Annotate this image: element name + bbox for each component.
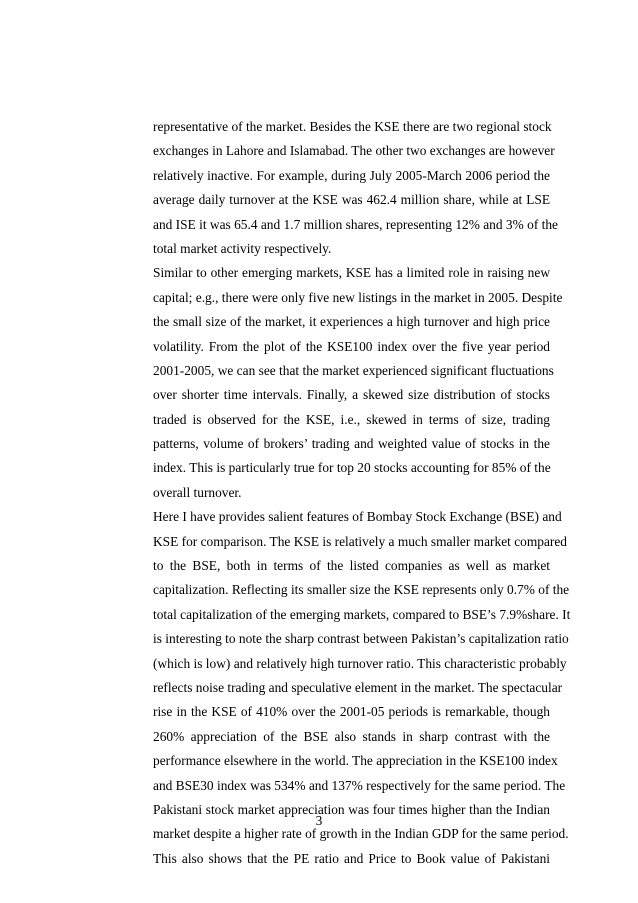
text-line: 2001-2005, we can see that the market experienced significant fluctuations	[153, 362, 554, 378]
text-line: This also shows that the PE ratio and Price to Book value of Pakistani	[153, 850, 550, 866]
text-line: exchanges in Lahore and Islamabad. The other two exchanges are however	[153, 143, 555, 159]
text-line: relatively inactive. For example, during July 2005-March 2006 period the	[153, 167, 550, 183]
text-line: Similar to other emerging markets, KSE has a limited role in raising new	[153, 265, 550, 281]
text-line: capital; e.g., there were only five new listings in the market in 2005. Despite	[153, 289, 563, 305]
text-line: reflects noise trading and speculative element in the market. The spectacular	[153, 679, 563, 695]
text-line: volatility. From the plot of the KSE100 index over the five year period	[153, 338, 550, 354]
text-line: over shorter time intervals. Finally, a skewed size distribution of stocks	[153, 387, 550, 403]
text-line: index. This is particularly true for top 20 stocks accounting for 85% of the	[153, 460, 551, 476]
text-line: (which is low) and relatively high turnover ratio. This characteristic probably	[153, 655, 567, 671]
text-line: total market activity respectively.	[153, 240, 332, 256]
text-line: performance elsewhere in the world. The appreciation in the KSE100 index	[153, 753, 558, 769]
text-line: capitalization. Reflecting its smaller size the KSE represents only 0.7% of the	[153, 582, 570, 598]
text-line: Here I have provides salient features of Bombay Stock Exchange (BSE) and	[153, 509, 562, 525]
text-line: Pakistani stock market appreciation was four times higher than the Indian	[153, 801, 550, 817]
text-line: total capitalization of the emerging markets, compared to BSE’s 7.9%share. It	[153, 606, 571, 622]
text-line: and ISE it was 65.4 and 1.7 million shares, representing 12% and 3% of the	[153, 216, 558, 232]
page-number: 3	[315, 813, 323, 828]
text-line: patterns, volume of brokers’ trading and weighted value of stocks in the	[153, 436, 550, 452]
body-text	[153, 115, 571, 871]
text-line: market despite a higher rate of growth in the Indian GDP for the same period.	[153, 826, 569, 842]
text-line: the small size of the market, it experiences a high turnover and high price	[153, 314, 550, 330]
text-line: representative of the market. Besides the KSE there are two regional stock	[153, 119, 552, 134]
text-line: 260% appreciation of the BSE also stands in sharp contrast with the	[153, 728, 550, 744]
text-line: rise in the KSE of 410% over the 2001-05 periods is remarkable, though	[153, 704, 550, 720]
text-line: KSE for comparison. The KSE is relatively a much smaller market compared	[153, 533, 567, 549]
text-line: overall turnover.	[153, 484, 242, 500]
text-line: to the BSE, both in terms of the listed companies as well as market	[153, 558, 550, 574]
text-line: traded is observed for the KSE, i.e., skewed in terms of size, trading	[153, 411, 550, 427]
text-line: is interesting to note the sharp contrast between Pakistan’s capitalization ratio	[153, 631, 569, 647]
text-line: and BSE30 index was 534% and 137% respectively for the same period. The	[153, 777, 566, 793]
text-line: average daily turnover at the KSE was 462.4 million share, while at LSE	[153, 192, 550, 208]
